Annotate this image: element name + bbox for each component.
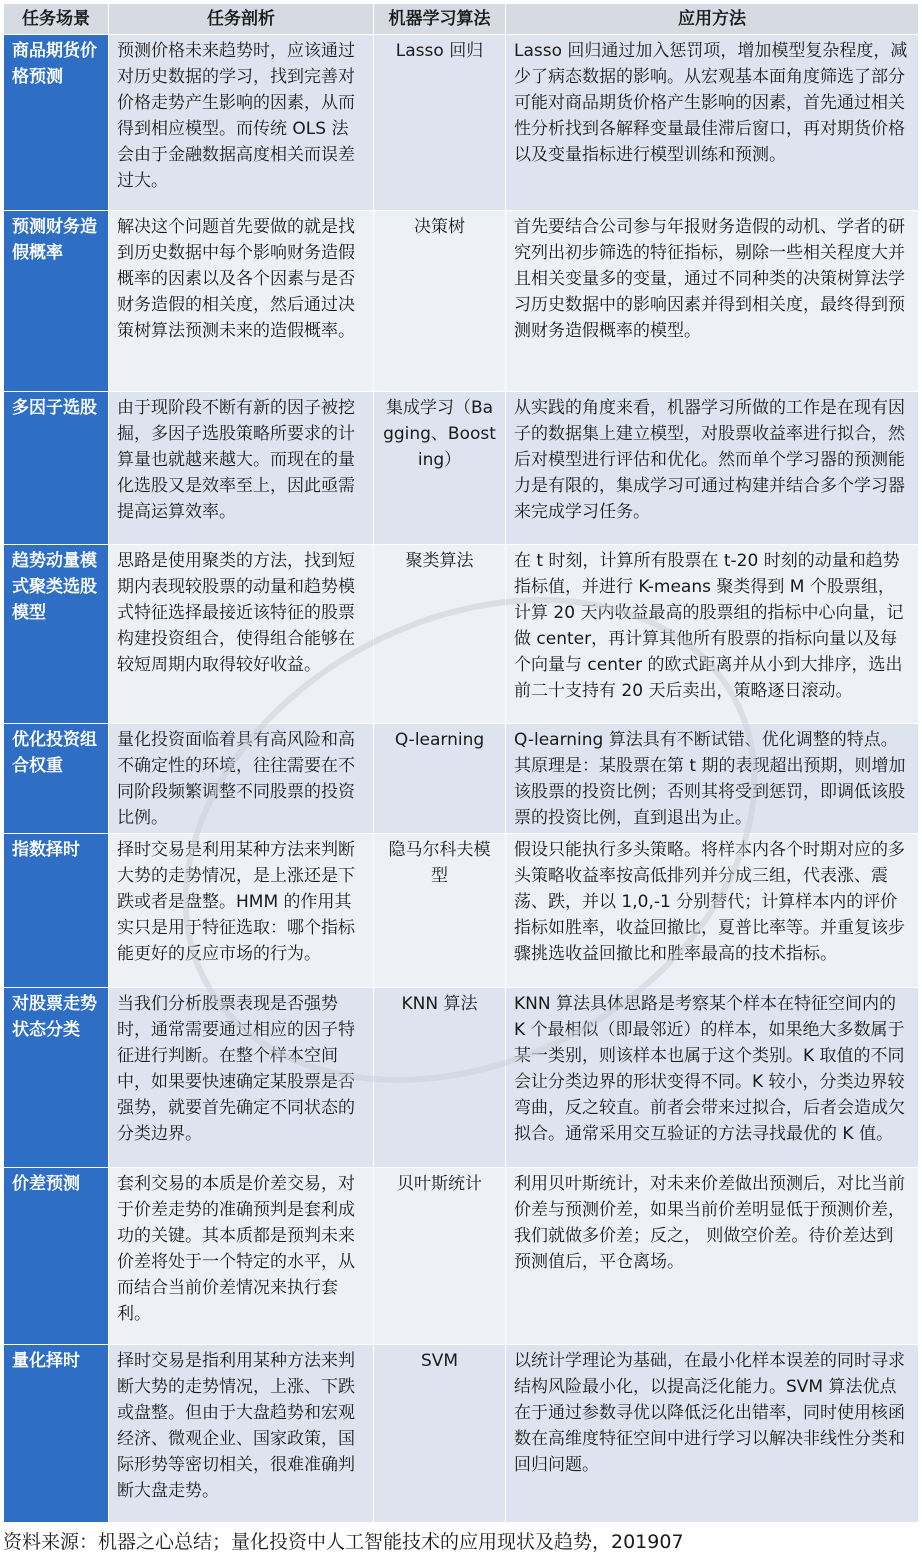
row-scene: 多因子选股 bbox=[4, 392, 109, 545]
table-row bbox=[4, 724, 919, 834]
header-ml-algorithm: 机器学习算法 bbox=[374, 4, 506, 35]
header-task-analysis: 任务剖析 bbox=[109, 4, 374, 35]
table-row bbox=[4, 35, 919, 211]
row-analysis: 量化投资面临着具有高风险和高不确定性的环境，往往需要在不同阶段频繁调整不同股票的投资比例。 bbox=[109, 724, 374, 834]
row-analysis: 思路是使用聚类的方法，找到短期内表现较股票的动量和趋势模式特征选择最接近该特征的股票构建投资组合，使得组合能够在较短周期内取得较好收益。 bbox=[109, 545, 374, 724]
row-algorithm: Q-learning bbox=[374, 724, 506, 834]
row-method: 假设只能执行多头策略。将样本内各个时期对应的多头策略收益率按高低排列并分成三组，代表涨、震荡、跌，并以 1,0,-1 分别替代；计算样本内的评价指标如胜率，收益回撤比，夏普比率等。并重复该步骤挑选收益回撤比和胜率最高的技术指标。 bbox=[506, 834, 919, 988]
header-task-scene: 任务场景 bbox=[4, 4, 109, 35]
row-analysis: 当我们分析股票表现是否强势时，通常需要通过相应的因子特征进行判断。在整个样本空间中，如果要快速确定某股票是否强势，就要首先确定不同状态的分类边界。 bbox=[109, 988, 374, 1168]
table-row bbox=[4, 545, 919, 724]
row-algorithm: 决策树 bbox=[374, 211, 506, 392]
row-scene: 价差预测 bbox=[4, 1168, 109, 1345]
row-algorithm: 隐马尔科夫模型 bbox=[374, 834, 506, 988]
row-method: Lasso 回归通过加入惩罚项，增加模型复杂程度，减少了病态数据的影响。从宏观基本面角度筛选了部分可能对商品期货价格产生影响的因素，首先通过相关性分析找到各解释变量最佳滞后窗口，再对期货价格以及变量指标进行模型训练和预测。 bbox=[506, 35, 919, 211]
row-algorithm: 聚类算法 bbox=[374, 545, 506, 724]
row-scene: 预测财务造假概率 bbox=[4, 211, 109, 392]
row-method: Q-learning 算法具有不断试错、优化调整的特点。其原理是：某股票在第 t 期的表现超出预期，则增加该股票的投资比例；否则其将受到惩罚，即调低该股票的投资比例，直到退出为止。 bbox=[506, 724, 919, 834]
row-algorithm: SVM bbox=[374, 1345, 506, 1523]
row-analysis: 择时交易是利用某种方法来判断大势的走势情况，是上涨还是下跌或者是盘整。HMM 的作用其实只是用于特征选取：哪个指标能更好的反应市场的行为。 bbox=[109, 834, 374, 988]
row-method: 首先要结合公司参与年报财务造假的动机、学者的研究列出初步筛选的特征指标，剔除一些相关程度大并且相关变量多的变量，通过不同种类的决策树算法学习历史数据中的影响因素并得到相关度，最终得到预测财务造假概率的模型。 bbox=[506, 211, 919, 392]
row-method: 在 t 时刻，计算所有股票在 t-20 时刻的动量和趋势指标值，并进行 K-means 聚类得到 M 个股票组，计算 20 天内收益最高的股票组的指标中心向量，记做 center，再计算其他所有股票的指标向量以及每个向量与 center 的欧式距离并从小到大排序，选出前二十支持有 20 天后卖出，策略逐日滚动。 bbox=[506, 545, 919, 724]
table-row bbox=[4, 211, 919, 392]
table-row bbox=[4, 392, 919, 545]
row-analysis: 择时交易是指利用某种方法来判断大势的走势情况，上涨、下跌或盘整。但由于大盘趋势和宏观经济、微观企业、国家政策，国际形势等密切相关，很难准确判断大盘走势。 bbox=[109, 1345, 374, 1523]
row-scene: 商品期货价格预测 bbox=[4, 35, 109, 211]
row-method: KNN 算法具体思路是考察某个样本在特征空间内的 K 个最相似（即最邻近）的样本，如果绝大多数属于某一类别，则该样本也属于这个类别。K 取值的不同会让分类边界的形状变得不同。K 较小，分类边界较弯曲，反之较直。前者会带来过拟合，后者会造成欠拟合。通常采用交互验证的方法寻找最优的 K 值。 bbox=[506, 988, 919, 1168]
row-scene: 趋势动量模式聚类选股模型 bbox=[4, 545, 109, 724]
source-note: 资料来源：机器之心总结；量化投资中人工智能技术的应用现状及趋势，201907 bbox=[3, 1531, 684, 1553]
row-analysis: 预测价格未来趋势时，应该通过对历史数据的学习，找到完善对价格走势产生影响的因素，从而得到相应模型。而传统 OLS 法会由于金融数据高度相关而误差过大。 bbox=[109, 35, 374, 211]
row-analysis: 套利交易的本质是价差交易，对于价差走势的准确预判是套利成功的关键。其本质都是预判未来价差将处于一个特定的水平，从而结合当前价差情况来执行套利。 bbox=[109, 1168, 374, 1345]
row-scene: 指数择时 bbox=[4, 834, 109, 988]
header-application-method: 应用方法 bbox=[506, 4, 919, 35]
row-scene: 对股票走势状态分类 bbox=[4, 988, 109, 1168]
row-scene: 优化投资组合权重 bbox=[4, 724, 109, 834]
table-row bbox=[4, 1168, 919, 1345]
row-method: 利用贝叶斯统计，对未来价差做出预测后，对比当前价差与预测价差，如果当前价差明显低于预测价差，我们就做多价差；反之， 则做空价差。待价差达到预测值后，平仓离场。 bbox=[506, 1168, 919, 1345]
row-algorithm: KNN 算法 bbox=[374, 988, 506, 1168]
table-row bbox=[4, 988, 919, 1168]
row-algorithm: 集成学习（Bagging、Boosting） bbox=[374, 392, 506, 545]
table-row bbox=[4, 834, 919, 988]
row-method: 以统计学理论为基础，在最小化样本误差的同时寻求结构风险最小化，以提高泛化能力。SVM 算法优点在于通过参数寻优以降低泛化出错率，同时使用核函数在高维度特征空间中进行学习以解决非线性分类和回归问题。 bbox=[506, 1345, 919, 1523]
row-method: 从实践的角度来看，机器学习所做的工作是在现有因子的数据集上建立模型，对股票收益率进行拟合，然后对模型进行评估和优化。然而单个学习器的预测能力是有限的，集成学习可通过构建并结合多个学习器来完成学习任务。 bbox=[506, 392, 919, 545]
row-analysis: 解决这个问题首先要做的就是找到历史数据中每个影响财务造假概率的因素以及各个因素与是否财务造假的相关度，然后通过决策树算法预测未来的造假概率。 bbox=[109, 211, 374, 392]
row-algorithm: Lasso 回归 bbox=[374, 35, 506, 211]
table-row bbox=[4, 1345, 919, 1523]
row-scene: 量化择时 bbox=[4, 1345, 109, 1523]
ml-application-table bbox=[3, 3, 919, 1523]
row-analysis: 由于现阶段不断有新的因子被挖掘，多因子选股策略所要求的计算量也就越来越大。而现在的量化选股又是效率至上，因此亟需提高运算效率。 bbox=[109, 392, 374, 545]
row-algorithm: 贝叶斯统计 bbox=[374, 1168, 506, 1345]
table-header-row bbox=[4, 4, 919, 35]
